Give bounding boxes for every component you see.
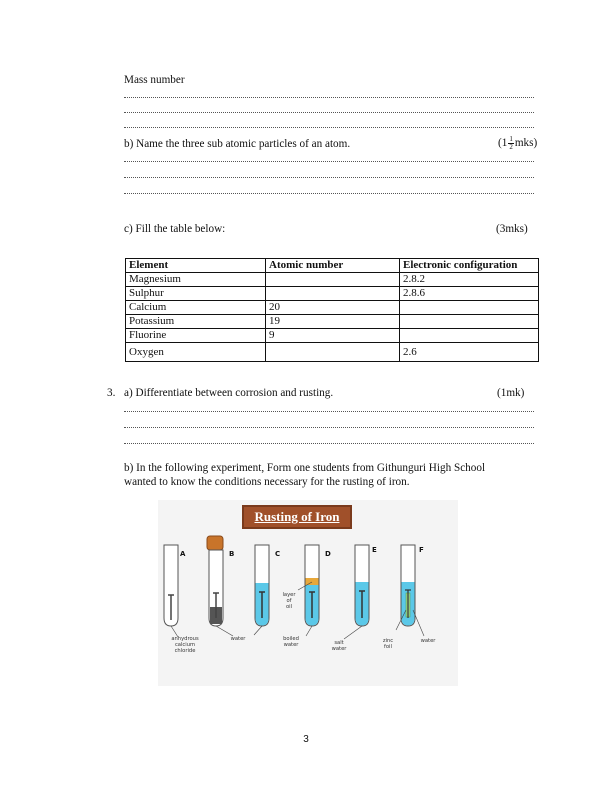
answer-line [124,443,534,444]
table-header: Atomic number [266,259,400,273]
answer-line [124,193,534,194]
tube-label-f: F [419,546,424,554]
annotation-water-f: water [420,638,436,644]
question-c-marks: (3mks) [496,223,528,235]
question-b-marks: (1 $\frac{1}{2}$ mks) [498,135,538,151]
tube-c [254,545,269,635]
tube-label-c: C [275,550,281,558]
figure-title: Rusting of Iron [242,505,352,529]
answer-line [124,97,534,98]
tube-label-a: A [180,550,186,558]
annotation-salt-water: salt water [331,640,347,652]
table-cell: 9 [266,329,400,343]
tube-label-b: B [229,550,235,558]
tube-d [298,545,319,636]
table-cell [400,329,539,343]
table-cell: Calcium [126,301,266,315]
annotation-zinc-foil: zinc foil [382,638,394,650]
table-row [126,301,539,315]
question-3a-text: a) Differentiate between corrosion and rusting. [124,387,334,399]
table-row [126,315,539,329]
table-cell: Magnesium [126,273,266,287]
table-cell: Oxygen [126,343,266,362]
table-cell: Potassium [126,315,266,329]
table-cell [266,343,400,362]
table-header: Electronic configuration [400,259,539,273]
table-cell [266,273,400,287]
rusting-figure [158,500,458,686]
mass-number-label: Mass number [124,74,185,86]
question-b-text: b) Name the three sub atomic particles of an atom. [124,138,351,150]
table-header: Element [126,259,266,273]
table-cell: 2.8.6 [400,287,539,301]
page-number: 3 [303,734,309,745]
annotation-anhydrous-calcium-chloride: anhydrous calcium chloride [171,636,199,654]
question-3b-line2: wanted to know the conditions necessary for the rusting of iron. [124,476,410,488]
table-cell: 2.6 [400,343,539,362]
table-row [126,273,539,287]
answer-line [124,427,534,428]
table-row [126,287,539,301]
table-cell [266,287,400,301]
answer-line [124,112,534,113]
question-3-number: 3. [107,387,116,399]
tube-label-e: E [372,546,377,554]
tube-f [396,545,424,636]
answer-line [124,127,534,128]
annotation-boiled-water: boiled water [283,636,299,648]
tube-e [344,545,369,639]
table-cell [400,315,539,329]
answer-line [124,411,534,412]
table-cell [400,301,539,315]
table-cell: 20 [266,301,400,315]
table-cell: 19 [266,315,400,329]
table-header-row [126,259,539,273]
question-c-text: c) Fill the table below: [124,223,226,235]
table-cell: Fluorine [126,329,266,343]
tube-label-d: D [325,550,331,558]
answer-line [124,161,534,162]
test-tubes-illustration [158,500,458,686]
question-3b-line1: b) In the following experiment, Form one students from Githunguri High School [124,462,486,474]
annotation-layer-of-oil: layer of oil [282,592,296,610]
table-cell: Sulphur [126,287,266,301]
tube-a [164,545,178,637]
table-cell: 2.8.2 [400,273,539,287]
table-row [126,329,539,343]
answer-line [124,177,534,178]
annotation-water-b: water [230,636,246,642]
question-3a-marks: (1mk) [497,387,525,399]
element-table [125,258,539,362]
table-row [126,343,539,362]
